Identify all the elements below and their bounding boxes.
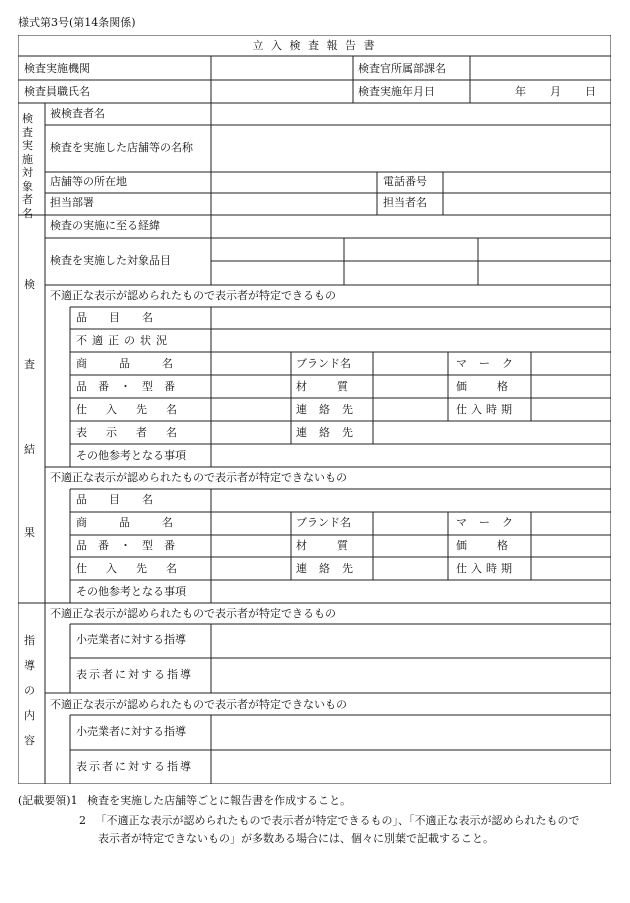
label-brand: ブランド名 <box>296 357 351 370</box>
section-label-result-2: 査 <box>24 358 35 371</box>
label-material: 材質 <box>296 539 378 552</box>
section-label-result-1: 検 <box>24 278 35 291</box>
form-number: 様式第3号(第14条関係) <box>18 16 136 29</box>
section-label-guidance-5: 容 <box>24 734 35 747</box>
label-purchase-time: 仕入時期 <box>456 562 516 575</box>
heading-identifiable: 不適正な表示が認められたもので表示者が特定できるもの <box>50 289 336 302</box>
label-text: 検査実施年月日 <box>358 85 435 98</box>
label-labeler-guidance: 表示者に対する指導 <box>76 668 193 681</box>
section-label-guidance-1: 指 <box>24 634 35 647</box>
label-other-notes: その他参考となる事項 <box>76 449 186 462</box>
label-text: 担当部署 <box>50 196 94 209</box>
label-model-number: 品番・型番 <box>76 380 186 393</box>
notes-line-1 <box>18 792 351 809</box>
label-contact: 連絡先 <box>296 403 365 416</box>
label-supplier: 仕入先名 <box>76 562 196 575</box>
label-product-name: 商品名 <box>76 357 205 370</box>
label-inspection-agency <box>24 62 208 76</box>
note-1: 検査を実施した店舗等ごとに報告書を作成すること。 <box>87 794 352 807</box>
section-label-guidance-4: 内 <box>24 709 35 722</box>
label-item-name: 品目名 <box>76 311 175 324</box>
label-retailer-guidance: 小売業者に対する指導 <box>76 633 186 646</box>
label-mark: マーク <box>456 357 525 370</box>
date-month: 月 <box>550 85 561 98</box>
label-brand: ブランド名 <box>296 516 351 529</box>
label-supplier: 仕入先名 <box>76 403 196 416</box>
label-contact: 連絡先 <box>296 562 365 575</box>
note-2-text: 「不適正な表示が認められたもので表示者が特定できるもの」、「不適正な表示が認められたもので <box>95 814 580 827</box>
label-inspection-date <box>358 85 466 99</box>
label-item-name: 品目名 <box>76 493 175 506</box>
notes-line-2 <box>79 812 580 829</box>
section-label-result-3: 結 <box>24 443 35 456</box>
note-2-number: 2 <box>79 814 86 827</box>
label-text: 検査実施機関 <box>24 62 90 75</box>
label-product-name: 商品名 <box>76 516 205 529</box>
label-labeler-contact: 連絡先 <box>296 426 365 439</box>
notes-prefix: (記載要領)1 <box>18 794 78 807</box>
label-text: 検査の実施に至る経緯 <box>50 219 160 232</box>
label-price: 価格 <box>456 539 538 552</box>
label-labeler-guidance: 表示者に対する指導 <box>76 760 193 773</box>
label-store-name: 検査を実施した店舗等の名称 <box>50 141 193 154</box>
label-text: 検査官所属部課名 <box>358 62 446 75</box>
label-other-notes: その他参考となる事項 <box>76 585 186 598</box>
label-dept-in-charge <box>50 196 208 210</box>
label-inspector-dept <box>358 62 466 76</box>
label-background <box>50 219 208 233</box>
label-phone: 電話番号 <box>383 175 427 188</box>
label-violation-status: 不適正の状況 <box>76 334 172 347</box>
notes-line-3: 表示者が特定できないもの」が多数ある場合には、個々に別葉で記載すること。 <box>98 832 494 845</box>
form-title: 立 入 検 査 報 告 書 <box>252 39 377 52</box>
label-inspector-name <box>24 85 208 99</box>
section-label-result-4: 果 <box>24 526 35 539</box>
label-price: 価格 <box>456 380 538 393</box>
label-material: 材質 <box>296 380 378 393</box>
label-inspectee <box>50 107 208 121</box>
section-label-target <box>22 112 36 220</box>
label-text: 検査を実施した対象品目 <box>50 254 171 267</box>
label-text: 被検査者名 <box>50 107 105 120</box>
label-text: 検査員職氏名 <box>24 85 90 98</box>
section-label-guidance-2: 導 <box>24 659 35 672</box>
label-store-address <box>50 175 208 189</box>
label-target-items <box>50 254 208 268</box>
section-label-guidance-3: の <box>24 684 35 697</box>
label-mark: マーク <box>456 516 525 529</box>
label-retailer-guidance: 小売業者に対する指導 <box>76 725 186 738</box>
heading-unidentifiable: 不適正な表示が認められたもので表示者が特定できないもの <box>50 471 347 484</box>
heading-guidance-identifiable: 不適正な表示が認められたもので表示者が特定できるもの <box>50 607 336 620</box>
label-purchase-time: 仕入時期 <box>456 403 516 416</box>
date-year: 年 <box>515 85 526 98</box>
label-labeler-name: 表示者名 <box>76 426 196 439</box>
date-day: 日 <box>585 85 596 98</box>
label-person-in-charge: 担当者名 <box>383 196 427 209</box>
label-text: 店舗等の所在地 <box>50 175 127 188</box>
label-text: 検査実施対象者名 <box>22 112 33 220</box>
heading-guidance-unidentifiable: 不適正な表示が認められたもので表示者が特定できないもの <box>50 698 347 711</box>
label-model-number: 品番・型番 <box>76 539 186 552</box>
